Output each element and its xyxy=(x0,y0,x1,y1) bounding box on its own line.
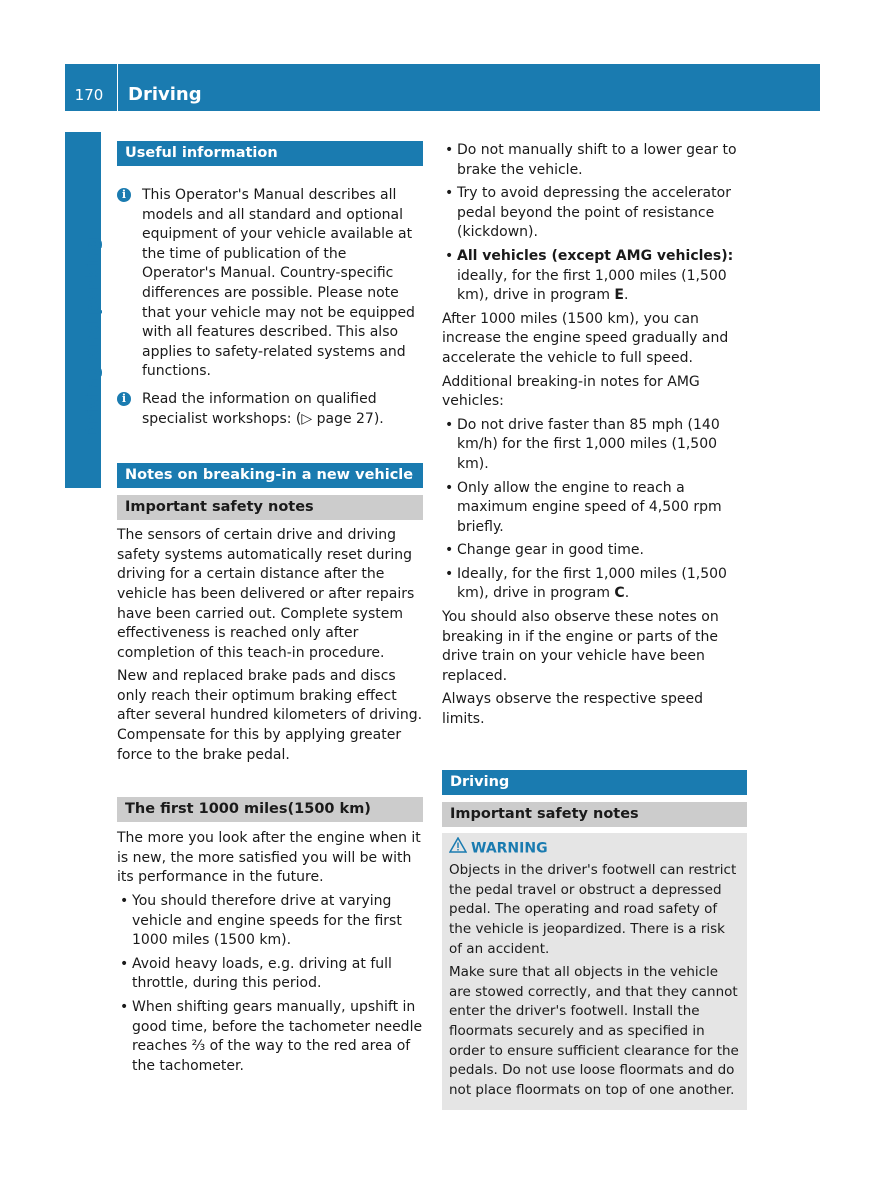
first-miles-heading: The first 1000 miles(1500 km) xyxy=(117,797,423,822)
info-note xyxy=(117,390,423,429)
safety-notes-heading: Important safety notes xyxy=(117,495,423,520)
info-note-text: Read the information on qualified specialist workshops: (▷ page 27). xyxy=(142,390,384,427)
useful-information-heading: Useful information xyxy=(117,141,423,166)
bullet-list xyxy=(117,892,423,1076)
side-tab-label: Driving and parking xyxy=(82,237,104,439)
header-divider xyxy=(117,64,118,111)
warning-box xyxy=(442,833,747,1111)
list-item: • When shifting gears manually, upshift in good time, before the tachometer needle reaches ⅔ of the way to the red area of the tachometer. xyxy=(117,998,423,1076)
paragraph: Always observe the respective speed limits. xyxy=(442,691,703,728)
left-column xyxy=(117,141,423,1080)
list-item-text: ideally, for the first 1,000 miles (1,500 km), drive in program xyxy=(457,267,727,304)
list-item-text: Ideally, for the first 1,000 miles (1,500 km), drive in program xyxy=(457,565,727,602)
driving-heading: Driving xyxy=(442,770,747,795)
breaking-in-heading: Notes on breaking-in a new vehicle xyxy=(117,463,423,488)
paragraph: Additional breaking-in notes for AMG vehicles: xyxy=(442,373,700,410)
paragraph: You should also observe these notes on breaking in if the engine or parts of the drive train on your vehicle have been replaced. xyxy=(442,609,719,684)
list-item: • All vehicles (except AMG vehicles): ideally, for the first 1,000 miles (1,500 km), drive in program E. xyxy=(442,247,747,306)
list-item: • Avoid heavy loads, e.g. driving at full throttle, during this period. xyxy=(117,955,423,994)
page-number: 170 xyxy=(74,86,104,104)
paragraph: New and replaced brake pads and discs only reach their optimum braking effect after several hundred kilometers of driving. Compensate for this by applying greater force to the brake pedal. xyxy=(117,668,423,763)
list-item: • Ideally, for the first 1,000 miles (1,500 km), drive in program C. xyxy=(442,565,747,604)
warning-paragraph: Objects in the driver's footwell can restrict the pedal travel or obstruct a depressed pedal. The operating and road safety of the vehicle is jeopardized. There is a risk of an accident. xyxy=(449,862,737,957)
warning-header xyxy=(449,837,740,860)
list-item: • Do not manually shift to a lower gear to brake the vehicle. xyxy=(442,141,747,180)
warning-paragraph: Make sure that all objects in the vehicle are stowed correctly, and that they cannot enter the driver's footwell. Install the floormats securely and as specified in order to ensure sufficient clearance for the pedals. Do not use loose floormats and do not place floormats on top of one another. xyxy=(449,964,739,1098)
info-note-text: This Operator's Manual describes all models and all standard and optional equipment of your vehicle available at the time of publication of the Operator's Manual. Country-specific differences are possible. Please note that your vehicle may not be equipped with all features described. This also applies to safety-related systems and functions. xyxy=(142,187,415,380)
chapter-title: Driving xyxy=(128,84,202,105)
info-icon: i xyxy=(117,188,131,202)
list-item-bold: All vehicles (except AMG vehicles): xyxy=(457,247,734,264)
list-item: • You should therefore drive at varying vehicle and engine speeds for the first 1000 miles (1500 km). xyxy=(117,892,423,951)
warning-triangle-icon xyxy=(449,837,471,860)
info-icon: i xyxy=(117,392,131,406)
paragraph: After 1000 miles (1500 km), you can increase the engine speed gradually and accelerate the vehicle to full speed. xyxy=(442,310,729,366)
list-item: • Change gear in good time. xyxy=(442,541,747,561)
paragraph: The sensors of certain drive and driving safety systems automatically reset during driving for a certain distance after the vehicle has been delivered or after repairs have been carried out. Complete system effectiveness is reached only after completion of this teach-in procedure. xyxy=(117,527,415,661)
info-note xyxy=(117,186,423,382)
paragraph: The more you look after the engine when it is new, the more satisfied you will be with its performance in the future. xyxy=(117,830,421,886)
safety-notes-heading: Important safety notes xyxy=(442,802,747,827)
bullet-list xyxy=(442,416,747,604)
list-item: • Only allow the engine to reach a maximum engine speed of 4,500 rpm briefly. xyxy=(442,479,747,538)
program-letter: C xyxy=(614,585,625,602)
right-column xyxy=(442,141,747,1110)
bullet-list xyxy=(442,141,747,306)
list-item: • Do not drive faster than 85 mph (140 km/h) for the first 1,000 miles (1,500 km). xyxy=(442,416,747,475)
page-header xyxy=(65,64,820,111)
program-letter: E xyxy=(614,287,624,304)
list-item: • Try to avoid depressing the accelerator pedal beyond the point of resistance (kickdown). xyxy=(442,184,747,243)
warning-label: WARNING xyxy=(471,839,548,856)
